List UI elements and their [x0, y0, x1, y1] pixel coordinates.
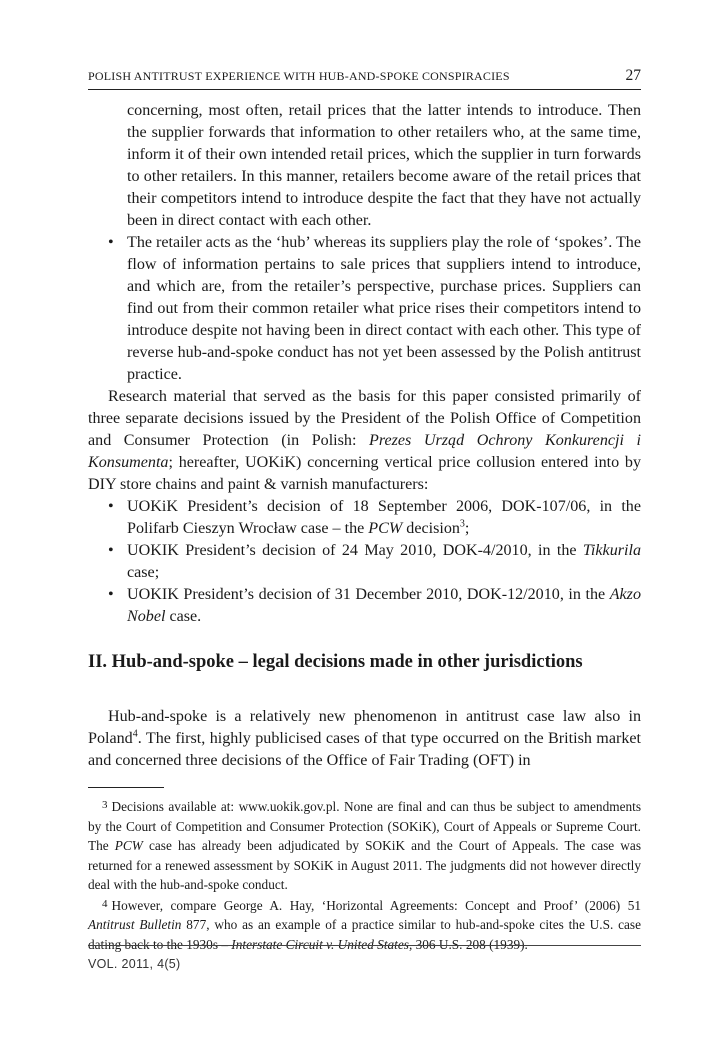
footnote-3: $^3$ Decisions available at: www.uokik.gov.pl. None are final and can thus be subject to amendments by the Court of Competition and Consumer Protection (SOKiK), Court of Appeals or Supreme Court. The PCW case has already been adjudicated by SOKiK and the Court of Appeals. The case was returned for a renewed assessment by SOKiK in August 2011. The judgments did not however directly deal with the hub-and-spoke conduct.	[88, 799, 641, 892]
footnote-ref-3[interactable]: 3	[459, 518, 465, 530]
decision-item-tikkurila: • UOKIK President’s decision of 24 May 2010, DOK-4/2010, in the Tikkurila case;	[88, 540, 641, 584]
footnote-4: $^4$ However, compare George A. Hay, ‘Horizontal Agreements: Concept and Proof’ (2006) 51 Antitrust Bulletin 877, who as an example of a practice similar to hub-and-spoke cites the U.S. case dating back to the 1930s – Interstate Circuit v. United States, 306 U.S. 208 (1939).	[88, 897, 642, 952]
bullet-continuation: concerning, most often, retail prices that the latter intends to introduce. Then the supplier forwards that information to other retailers who, at the same time, inform it of their own intended retail prices, which the supplier in turn forwards to other retailers. In this manner, retailers become aware of the retail prices that their competitors intend to introduce despite the fact that they have not actually been in direct contact with each other.	[127, 102, 641, 229]
research-paragraph: Research material that served as the basis for this paper consisted primarily of three separate decisions issued by the President of the Polish Office of Competition and Consumer Protection (in Polish: Prezes Urząd Ochrony Konkurencji i Konsumenta; hereafter, UOKiK) concerning vertical price collusion entered into by DIY store chains and paint & varnish manufacturers:	[88, 388, 642, 493]
footnote-ref-4[interactable]: 4	[132, 728, 138, 740]
journal-volume: VOL. 2011, 4(5)	[88, 957, 181, 971]
running-title: POLISH ANTITRUST EXPERIENCE WITH HUB-AND-SPOKE CONSPIRACIES	[88, 69, 510, 83]
running-header	[88, 67, 641, 90]
footer-separator	[88, 945, 641, 946]
section-heading: II. Hub-and-spoke – legal decisions made in other jurisdictions	[88, 652, 583, 672]
decision-item-pcw: • UOKiK President’s decision of 18 September 2006, DOK-107/06, in the Polifarb Cieszyn Wrocław case – the PCW decision$^3$;	[88, 496, 641, 540]
section-paragraph: Hub-and-spoke is a relatively new phenomenon in antitrust case law also in Poland$^4$. The first, highly publicised cases of that type occurred on the British market and concerned three decisions of the Office of Fair Trading (OFT) in	[88, 708, 641, 769]
decision-item-akzo-nobel: • UOKIK President’s decision of 31 December 2010, DOK-12/2010, in the Akzo Nobel case.	[88, 584, 641, 628]
main-text	[88, 100, 641, 628]
footnotes	[88, 796, 641, 954]
authority-name-polish: Prezes Urząd Ochrony Konkurencji i Konsumenta	[88, 432, 642, 471]
bullet-reverse-hub: • The retailer acts as the ‘hub’ whereas its suppliers play the role of ‘spokes’. The flow of information pertains to sale prices that suppliers intend to introduce, and which are, from the retailer’s perspective, purchase prices. Suppliers can find out from their common retailer what price rises their competitors intend to introduce despite not having been in direct contact with each other. This type of reverse hub-and-spoke conduct has not yet been assessed by the Polish antitrust practice.	[88, 232, 641, 386]
footnote-separator	[88, 787, 164, 788]
page-number: 27	[625, 67, 641, 84]
